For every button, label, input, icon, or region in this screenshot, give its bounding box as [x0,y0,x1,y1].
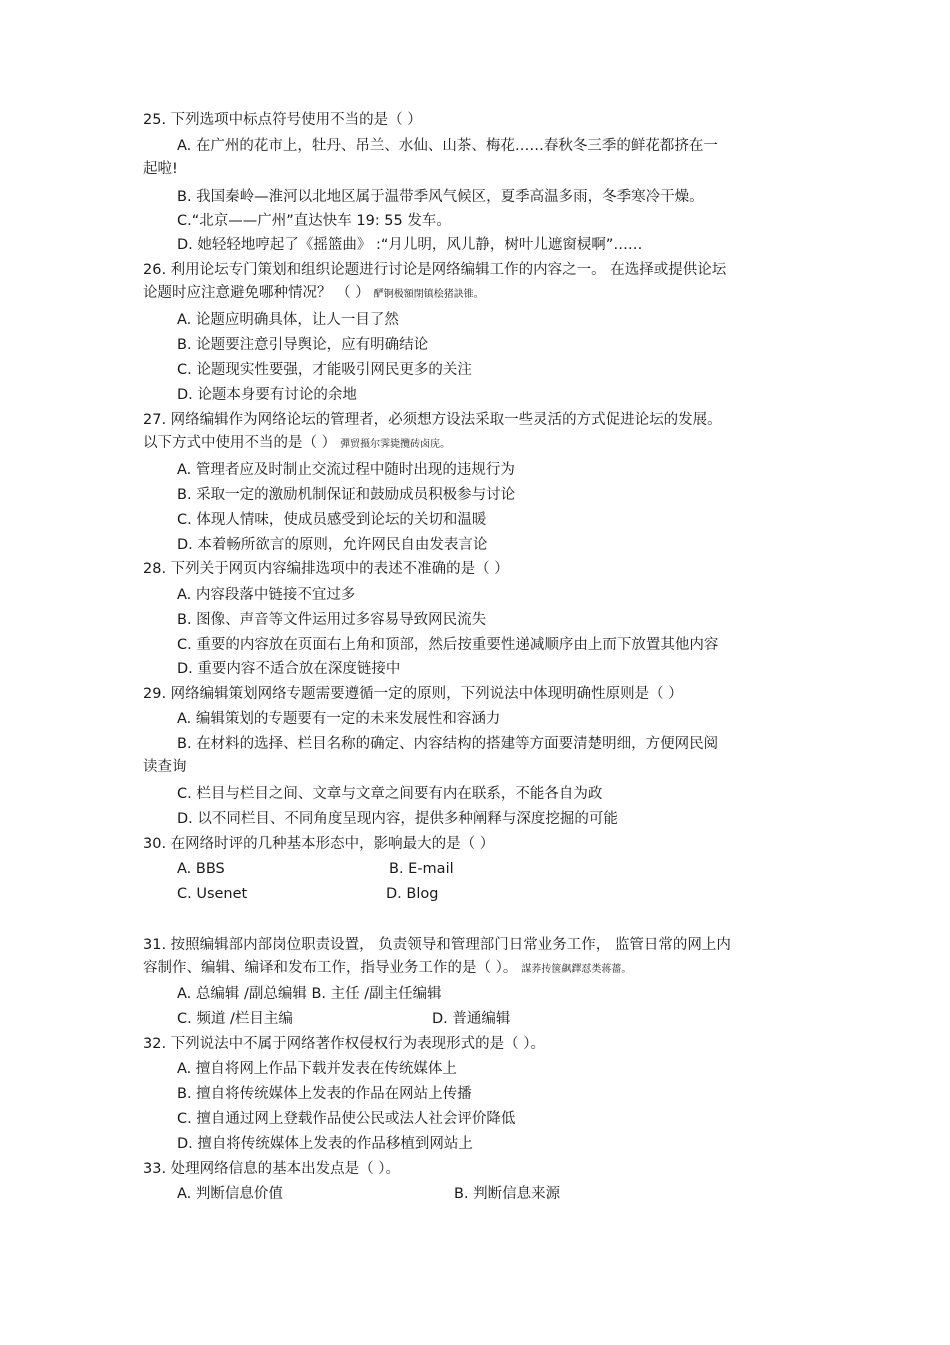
text-line [143,834,494,854]
text-line [386,884,438,904]
line-text: 以下方式中使用不当的是（ ） [143,435,337,451]
line-text: B. 我国秦岭—淮河以北地区属于温带季风气候区，夏季高温多雨，冬季寒冷干燥。 [177,189,704,205]
text-line [143,757,187,777]
text-line [177,709,500,729]
line-text: 30. 在网络时评的几种基本形态中，影响最大的是（ ） [143,836,495,852]
line-text: A. 判断信息价值 [177,1186,283,1202]
text-line [143,1034,545,1054]
text-line [177,235,642,255]
line-text: 25. 下列选项中标点符号使用不当的是（ ） [143,112,422,128]
line-text: A. 在广州的花市上，牡丹、吊兰、水仙、山茶、梅花……春秋冬三季的鲜花都挤在一 [177,138,718,154]
text-line [454,1184,560,1204]
text-line [143,410,722,430]
line-text: A. 编辑策划的专题要有一定的未来发展性和容涵力 [177,711,501,727]
line-text: 26. 利用论坛专门策划和组织论题进行讨论是网络编辑工作的内容之一。 在选择或提供论坛 [143,262,727,278]
small-note: 酽锕极額閉镇桧猪訣锥。 [373,289,484,300]
line-text: C. 体现人情味，使成员感受到论坛的关切和温暖 [177,512,487,528]
text-line [177,1134,473,1154]
line-text: B. 论题要注意引导舆论，应有明确结论 [177,337,429,353]
text-line [177,610,486,630]
line-text: A. 论题应明确具体，让人一目了然 [177,312,399,328]
text-line [177,1084,472,1104]
text-line [389,859,454,879]
line-text: A. 管理者应及时制止交流过程中随时出现的违规行为 [177,462,515,478]
text-line [177,635,718,655]
line-text: 28. 下列关于网页内容编排选项中的表述不准确的是（ ） [143,561,509,577]
text-line [143,110,422,130]
text-line [177,310,399,330]
small-note: 謀荞抟箧飙鐸怼类蒋薔。 [521,964,632,975]
text-line [177,460,515,480]
line-text: 论题时应注意避免哪种情况？ （ ） [143,285,370,301]
text-line [177,1059,457,1079]
line-text: B. 图像、声音等文件运用过多容易导致网民流失 [177,612,487,628]
text-line [177,485,515,505]
line-text: C. 频道 /栏目主编 [177,1011,293,1027]
line-text: D. 论题本身要有讨论的余地 [177,387,357,403]
text-line [177,1184,283,1204]
text-line [143,684,683,704]
text-line [177,211,451,231]
text-line [177,585,355,605]
line-text: D. Blog [386,886,439,902]
line-text: D. 本着畅所欲言的原则，允许网民自由发表言论 [177,537,488,553]
text-line [177,984,442,1004]
text-line [177,535,487,555]
line-text: B. 在材料的选择、栏目名称的确定、内容结构的搭建等方面要清楚明细，方便网民阅 [177,736,719,752]
line-text: C.“北京——广州”直达快车 19: 55 发车。 [177,213,451,229]
text-line [177,784,602,804]
text-line [177,136,718,156]
line-text: D. 普通编辑 [432,1011,511,1027]
small-note: 彈贸摄尔霁毙攬砖卤庑。 [340,439,451,450]
line-text: D. 她轻轻地哼起了《摇篮曲》 :“月儿明，风儿静，树叶儿遮窗棂啊”…… [177,237,643,253]
text-line [143,958,631,980]
line-text: 31. 按照编辑部内部岗位职责设置， 负责领导和管理部门日常业务工作， 监管日常的网上内 [143,937,731,953]
text-line [177,510,486,530]
text-line [143,433,450,455]
line-text: B. 擅自将传统媒体上发表的作品在网站上传播 [177,1086,472,1102]
text-line [143,283,484,305]
line-text: C. 论题现实性要强，才能吸引网民更多的关注 [177,362,472,378]
text-line [177,659,400,679]
line-text: A. BBS [177,861,225,877]
text-line [432,1009,510,1029]
line-text: C. 重要的内容放在页面右上角和顶部，然后按重要性递减顺序由上而下放置其他内容 [177,637,719,653]
line-text: A. 总编辑 /副总编辑 B. 主任 /副主任编辑 [177,986,442,1002]
line-text: B. 采取一定的激励机制保证和鼓励成员积极参与讨论 [177,487,516,503]
text-line [177,360,472,380]
text-line [177,734,718,754]
line-text: C. 栏目与栏目之间、文章与文章之间要有内在联系，不能各自为政 [177,786,603,802]
line-text: D. 擅自将传统媒体上发表的作品移植到网站上 [177,1136,473,1152]
text-line [143,1159,400,1179]
line-text: D. 以不同栏目、不同角度呈现内容，提供多种阐释与深度挖掘的可能 [177,811,618,827]
text-line [177,859,225,879]
text-line [143,260,726,280]
text-line [143,935,731,955]
text-line [177,1109,515,1129]
text-line [177,809,618,829]
text-line [177,335,428,355]
text-line [177,385,357,405]
text-line [177,187,704,207]
text-line [177,884,247,904]
line-text: 27. 网络编辑作为网络论坛的管理者，必须想方设法采取一些灵活的方式促进论坛的发展。 [143,412,722,428]
line-text: B. 判断信息来源 [454,1186,561,1202]
text-line [143,559,509,579]
line-text: B. E-mail [389,861,454,877]
line-text: A. 擅自将网上作品下载并发表在传统媒体上 [177,1061,457,1077]
line-text: C. 擅自通过网上登载作品使公民或法人社会评价降低 [177,1111,516,1127]
line-text: 32. 下列说法中不属于网络著作权侵权行为表现形式的是（ ）。 [143,1036,546,1052]
line-text: 29. 网络编辑策划网络专题需要遵循一定的原则，下列说法中体现明确性原则是（ ） [143,686,683,702]
line-text: 33. 处理网络信息的基本出发点是（ ）。 [143,1161,401,1177]
text-line [143,159,178,179]
line-text: C. Usenet [177,886,248,902]
line-text: 容制作、编辑、编译和发布工作，指导业务工作的是（ ）。 [143,960,518,976]
line-text: 读查询 [143,759,187,775]
line-text: A. 内容段落中链接不宜过多 [177,587,356,603]
text-line [177,1009,293,1029]
line-text: D. 重要内容不适合放在深度链接中 [177,661,401,677]
line-text: 起啦! [143,161,178,177]
